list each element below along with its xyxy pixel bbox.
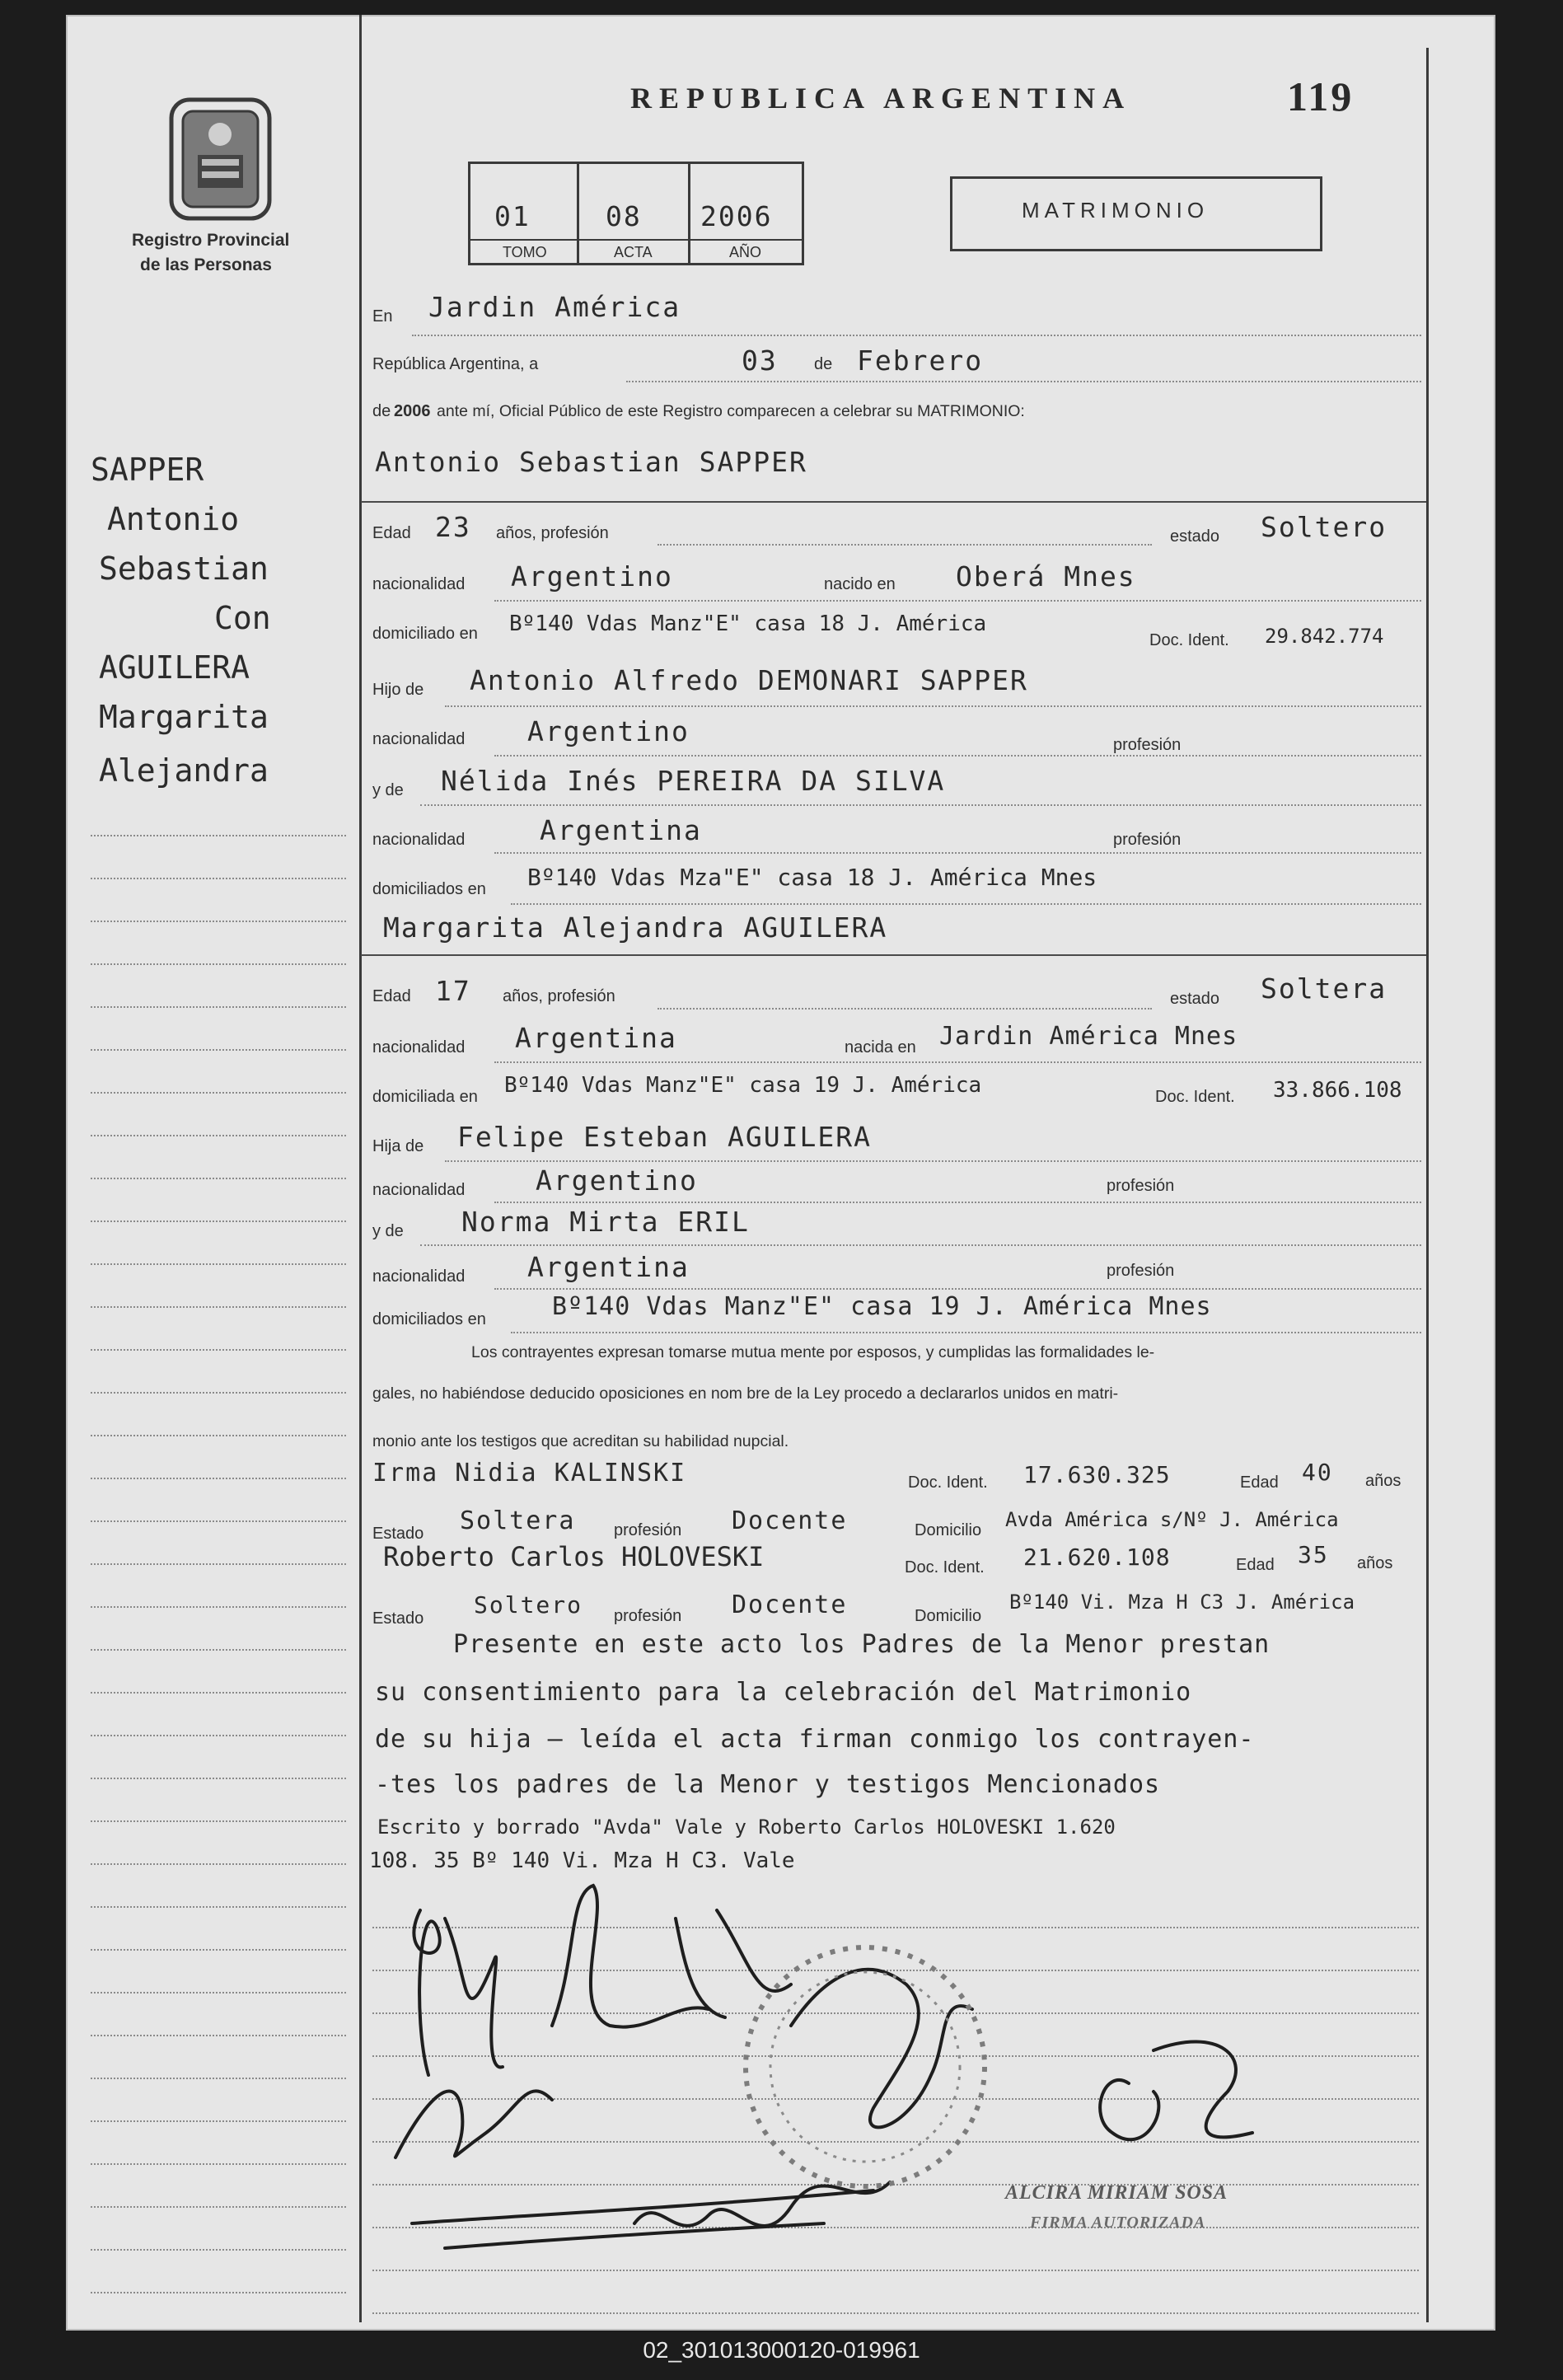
bride-father: Felipe Esteban AGUILERA <box>457 1121 872 1153</box>
witness2-estado: Soltero <box>474 1591 583 1619</box>
margin-rule-line <box>91 1220 346 1222</box>
intro-statement: ante mí, Oficial Público de este Registro comparecen a celebrar su MATRIMONIO: <box>437 402 1025 420</box>
groom-father-nac-label: nacionalidad <box>372 730 466 748</box>
margin-rule-line <box>91 1563 346 1565</box>
margin-note-surname: SAPPER <box>91 452 204 488</box>
witness1-profesion-label: profesión <box>614 1521 682 1539</box>
place-line <box>412 335 1421 336</box>
bride-estado: Soltera <box>1261 972 1388 1005</box>
bride-padres-dom-line <box>511 1332 1421 1333</box>
bride-profesion-line <box>657 1008 1152 1010</box>
groom-padres-dom-label: domiciliados en <box>372 880 486 898</box>
margin-rule-line <box>91 1692 346 1694</box>
bride-nac-line <box>494 1061 1421 1063</box>
bride-mother: Norma Mirta ERIL <box>461 1206 750 1238</box>
margin-rule-line <box>91 1520 346 1522</box>
country-title: REPUBLICA ARGENTINA <box>630 82 1132 115</box>
margin-rule-line <box>91 1435 346 1436</box>
margin-rule-line <box>91 1392 346 1394</box>
certificate-type: MATRIMONIO <box>1022 198 1210 223</box>
bride-padres-dom: Bº140 Vdas Manz"E" casa 19 J. América Mnes <box>552 1292 1212 1321</box>
margin-rule-line <box>91 1306 346 1308</box>
margin-rule-line <box>91 2249 346 2251</box>
margin-note-line2: Antonio <box>107 501 240 537</box>
bride-edad-label: Edad <box>372 987 411 1005</box>
margin-rule <box>359 15 362 2322</box>
margin-rule-line <box>91 2035 346 2036</box>
bride-doc: 33.866.108 <box>1273 1078 1402 1103</box>
bride-yde-label: y de <box>372 1222 404 1240</box>
groom-mother: Nélida Inés PEREIRA DA SILVA <box>441 765 946 797</box>
margin-rule-line <box>91 1092 346 1094</box>
margin-rule-line <box>91 1906 346 1908</box>
margin-rule-line <box>91 1049 346 1051</box>
groom-profesion-label: años, profesión <box>496 524 609 542</box>
registry-seal-icon <box>165 93 276 225</box>
groom-doc: 29.842.774 <box>1265 625 1384 648</box>
witness1-doc: 17.630.325 <box>1023 1461 1171 1488</box>
declaration-line2: gales, no habiéndose deducido oposiciones en nom bre de la Ley procedo a declararlos unidos en matri- <box>372 1384 1119 1403</box>
groom-mother-nac-label: nacionalidad <box>372 831 466 849</box>
bride-padres-dom-label: domiciliados en <box>372 1310 486 1328</box>
signatures-drawing <box>363 1861 1425 2322</box>
tomo-value: 01 <box>494 200 531 232</box>
groom-mother-nac: Argentina <box>540 814 702 846</box>
note-line6: 108. 35 Bº 140 Vi. Mza H C3. Vale <box>369 1848 795 1873</box>
bride-name: Margarita Alejandra AGUILERA <box>383 911 888 944</box>
margin-rule-line <box>91 1649 346 1651</box>
margin-rule-line <box>91 1820 346 1822</box>
witness1-doc-label: Doc. Ident. <box>908 1473 988 1492</box>
declaration-line1: Los contrayentes expresan tomarse mutua mente por esposos, y cumplidas las formalidades le- <box>471 1343 1155 1361</box>
year-value: 2006 <box>394 402 431 420</box>
witness1-age: 40 <box>1302 1459 1333 1486</box>
witness2-doc: 21.620.108 <box>1023 1544 1171 1571</box>
registry-page <box>66 15 1495 2331</box>
margin-rule-line <box>91 2120 346 2122</box>
groom-domicilio: Bº140 Vdas Manz"E" casa 18 J. América <box>509 611 987 636</box>
groom-father-line <box>445 705 1421 707</box>
margin-note-line4: Con <box>214 600 271 636</box>
margin-rule-line <box>91 1178 346 1179</box>
margin-rule-line <box>91 2078 346 2079</box>
witness2-doc-label: Doc. Ident. <box>905 1558 985 1577</box>
bride-profesion-label: años, profesión <box>503 987 615 1005</box>
month-value: Febrero <box>857 344 984 377</box>
groom-hijo-label: Hijo de <box>372 681 424 699</box>
registry-name-line1: Registro Provincial <box>132 231 290 250</box>
witness2-estado-label: Estado <box>372 1609 424 1628</box>
groom-section-rule <box>361 501 1426 503</box>
groom-nacionalidad-label: nacionalidad <box>372 575 466 593</box>
groom-father: Antonio Alfredo DEMONARI SAPPER <box>470 664 1028 696</box>
groom-padres-dom-line <box>511 903 1421 905</box>
bride-doc-label: Doc. Ident. <box>1155 1088 1235 1106</box>
page-number: 119 <box>1287 73 1355 119</box>
groom-father-nac-line <box>494 755 1421 757</box>
year-prefix: de <box>372 402 391 420</box>
bride-mother-prof-label: profesión <box>1107 1262 1175 1280</box>
note-line4: -tes los padres de la Menor y testigos Mencionados <box>375 1770 1161 1799</box>
bride-father-prof-label: profesión <box>1107 1177 1175 1195</box>
margin-rule-line <box>91 878 346 879</box>
margin-rule-line <box>91 2163 346 2165</box>
witness2-profesion: Docente <box>732 1591 848 1619</box>
groom-name: Antonio Sebastian SAPPER <box>375 446 807 478</box>
record-number-divider <box>468 239 802 241</box>
signature-stamp-title: FIRMA AUTORIZADA <box>1030 2214 1206 2232</box>
groom-father-nac: Argentino <box>527 715 690 747</box>
right-rule <box>1426 48 1429 2322</box>
witness1-domicilio: Avda América s/Nº J. América <box>1005 1508 1339 1531</box>
declaration-line3: monio ante los testigos que acreditan su habilidad nupcial. <box>372 1432 789 1450</box>
margin-rule-line <box>91 1992 346 1993</box>
republica-label: República Argentina, a <box>372 355 539 373</box>
witness2-age: 35 <box>1298 1541 1329 1568</box>
bride-age: 17 <box>435 975 471 1007</box>
groom-edad-label: Edad <box>372 524 411 542</box>
groom-nacido: Oberá Mnes <box>956 560 1136 593</box>
witness1-estado-label: Estado <box>372 1525 424 1543</box>
bride-mother-nac-label: nacionalidad <box>372 1267 466 1286</box>
groom-mother-prof-label: profesión <box>1113 831 1182 849</box>
margin-rule-line <box>91 1478 346 1479</box>
bride-nacida: Jardin América Mnes <box>939 1022 1238 1051</box>
margin-rule-line <box>91 1006 346 1008</box>
groom-estado: Soltero <box>1261 511 1388 543</box>
bride-father-nac-line <box>494 1202 1421 1203</box>
note-line5: Escrito y borrado "Avda" Vale y Roberto Carlos HOLOVESKI 1.620 <box>377 1815 1116 1839</box>
witness1-domicilio-label: Domicilio <box>915 1521 982 1539</box>
groom-nac-line <box>494 600 1421 602</box>
groom-yde-label: y de <box>372 781 404 799</box>
bride-father-nac-label: nacionalidad <box>372 1181 466 1199</box>
bride-hija-label: Hija de <box>372 1137 424 1155</box>
ano-value: 2006 <box>700 200 773 232</box>
margin-rule-line <box>91 1949 346 1951</box>
bride-domicilio-label: domiciliada en <box>372 1088 478 1106</box>
witness2-name: Roberto Carlos HOLOVESKI <box>383 1541 765 1572</box>
record-col-divider-1 <box>577 162 579 263</box>
date-de-label: de <box>814 355 833 373</box>
margin-rule-line <box>91 2206 346 2208</box>
place-value: Jardin América <box>428 291 681 323</box>
margin-rule-line <box>91 1863 346 1865</box>
witness2-edad-label: Edad <box>1236 1556 1275 1574</box>
bride-estado-label: estado <box>1170 990 1220 1008</box>
groom-doc-label: Doc. Ident. <box>1149 631 1229 649</box>
ano-label: AÑO <box>729 244 762 260</box>
note-line3: de su hija — leída el acta firman conmigo los contrayen- <box>375 1725 1255 1754</box>
document-id: 02_301013000120-019961 <box>643 2337 920 2363</box>
day-value: 03 <box>742 344 778 377</box>
date-line <box>626 381 1421 382</box>
witness1-estado: Soltera <box>460 1506 576 1535</box>
bride-mother-line <box>420 1244 1421 1246</box>
witness2-domicilio-label: Domicilio <box>915 1607 982 1625</box>
bride-nacionalidad-label: nacionalidad <box>372 1038 466 1056</box>
bride-nacionalidad: Argentina <box>515 1022 677 1054</box>
bride-mother-nac-line <box>494 1288 1421 1290</box>
bride-mother-nac: Argentina <box>527 1251 690 1283</box>
groom-domicilio-label: domiciliado en <box>372 625 478 643</box>
margin-rule-line <box>91 1135 346 1136</box>
groom-nacionalidad: Argentino <box>511 560 673 593</box>
registry-name-line2: de las Personas <box>140 255 272 274</box>
bride-father-line <box>445 1160 1421 1162</box>
groom-profesion-line <box>657 544 1152 546</box>
margin-rule-line <box>91 1606 346 1608</box>
witness1-anos-label: años <box>1365 1472 1402 1490</box>
groom-mother-line <box>420 804 1421 806</box>
margin-rule-line <box>91 963 346 965</box>
margin-rule-line <box>91 2292 346 2293</box>
margin-rule-line <box>91 921 346 922</box>
bride-nacida-label: nacida en <box>845 1038 916 1056</box>
witness2-profesion-label: profesión <box>614 1607 682 1625</box>
witness1-profesion: Docente <box>732 1506 848 1535</box>
witness2-anos-label: años <box>1357 1554 1393 1572</box>
groom-age: 23 <box>435 511 471 543</box>
acta-value: 08 <box>606 200 642 232</box>
signature-stamp-name: ALCIRA MIRIAM SOSA <box>1005 2182 1228 2204</box>
groom-estado-label: estado <box>1170 527 1220 546</box>
margin-rule-line <box>91 835 346 836</box>
note-line1: Presente en este acto los Padres de la Menor prestan <box>453 1630 1271 1659</box>
margin-note-line7: Alejandra <box>99 752 269 789</box>
margin-rule-line <box>91 1349 346 1351</box>
witness2-domicilio: Bº140 Vi. Mza H C3 J. América <box>1009 1591 1355 1614</box>
acta-label: ACTA <box>614 244 653 260</box>
margin-rule-line <box>91 1263 346 1265</box>
bride-father-nac: Argentino <box>536 1164 698 1197</box>
margin-rule-line <box>91 1735 346 1736</box>
margin-note-line5: AGUILERA <box>99 649 250 686</box>
witness1-edad-label: Edad <box>1240 1473 1279 1492</box>
bride-section-rule <box>361 954 1426 956</box>
tomo-label: TOMO <box>503 244 547 260</box>
record-col-divider-2 <box>688 162 690 263</box>
witness1-name: Irma Nidia KALINSKI <box>372 1459 687 1488</box>
en-label: En <box>372 307 393 326</box>
groom-nacido-label: nacido en <box>824 575 896 593</box>
note-line2: su consentimiento para la celebración del Matrimonio <box>375 1678 1192 1707</box>
bride-domicilio: Bº140 Vdas Manz"E" casa 19 J. América <box>504 1073 982 1098</box>
margin-rule-line <box>91 1778 346 1779</box>
groom-padres-dom: Bº140 Vdas Mza"E" casa 18 J. América Mnes <box>527 864 1097 891</box>
groom-father-prof-label: profesión <box>1113 736 1182 754</box>
margin-note-line3: Sebastian <box>99 550 269 587</box>
margin-note-line6: Margarita <box>99 699 269 735</box>
groom-mother-nac-line <box>494 852 1421 854</box>
